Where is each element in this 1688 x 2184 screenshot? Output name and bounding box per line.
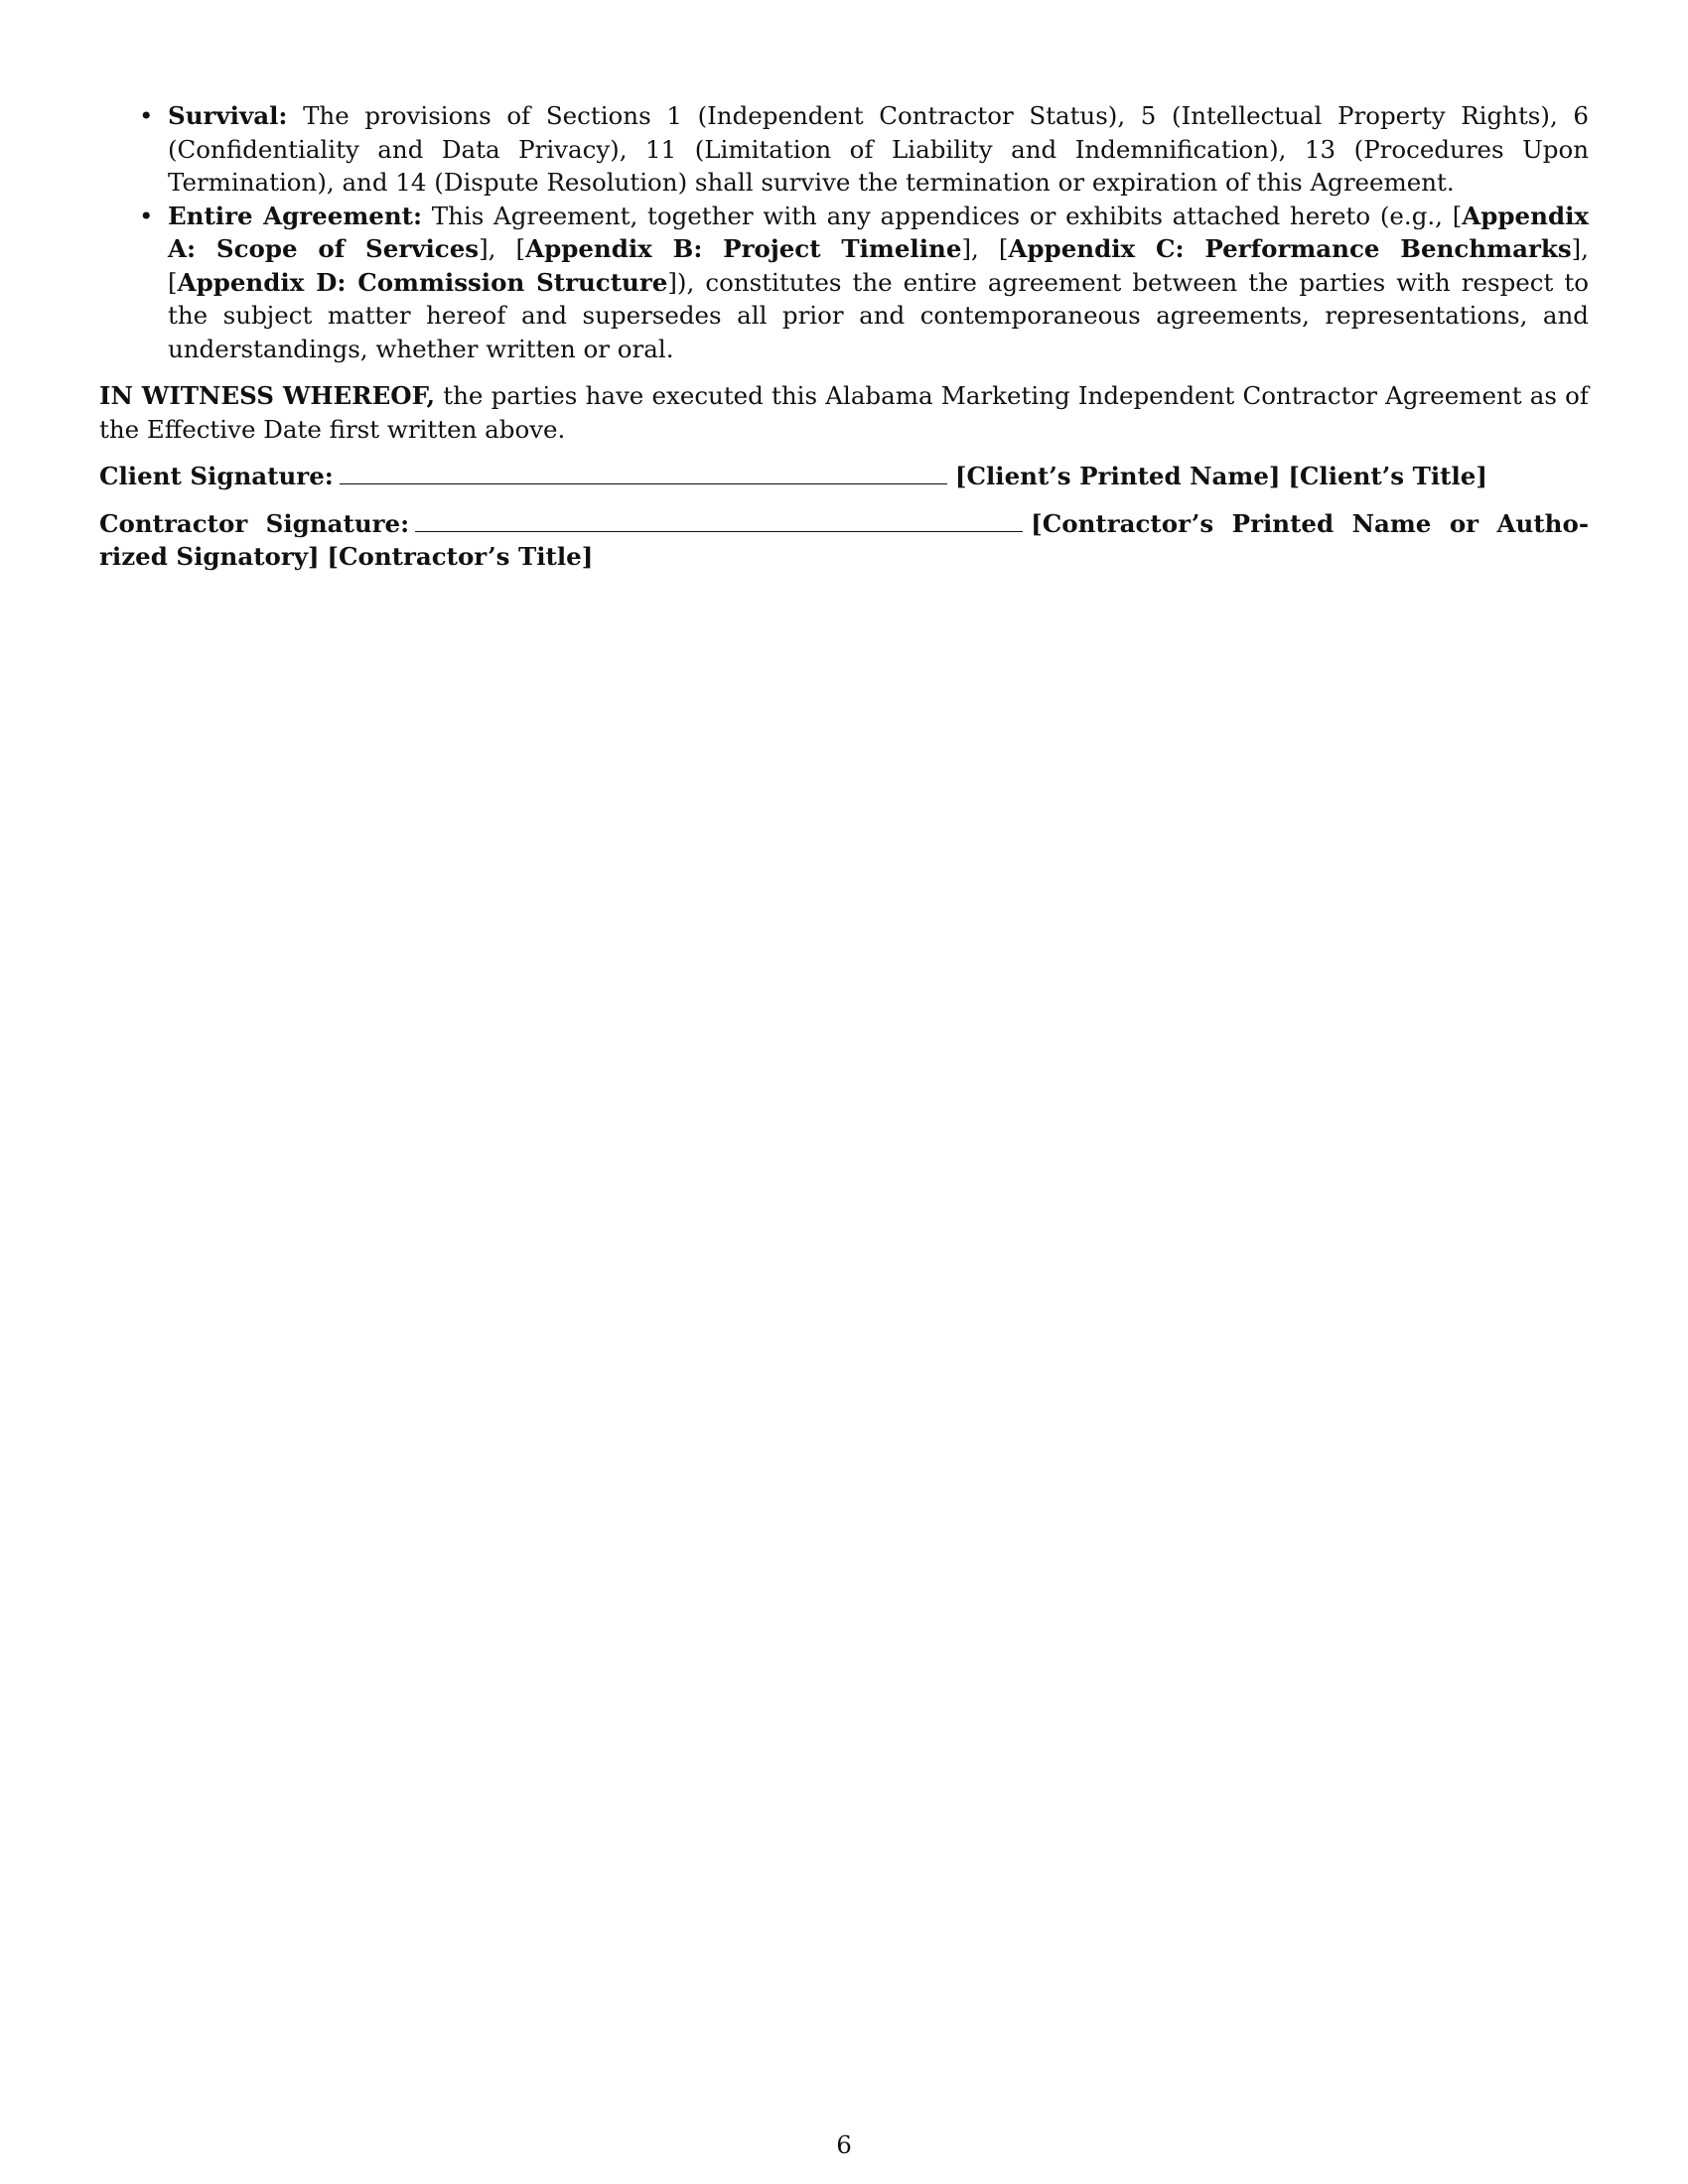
entire-agreement-label: Entire Agreement: (168, 201, 423, 230)
entire-agreement-text-after: ), constitutes the entire agreement between the parties with respect to the subject matter hereof and supersedes all prior and contemporaneous agreements, representations, and understandings, whether written or oral. (168, 267, 1589, 363)
appendix-c-ref: Appendix C: Performance Benchmarks (1008, 234, 1572, 263)
witness-text: the parties have executed this Alabama Marketing Independent Contractor Agreement as of the Effective Date first written above. (99, 381, 1590, 444)
survival-clause (99, 99, 1589, 200)
appendix-b-ref: Appendix B: Project Timeline (525, 234, 962, 263)
contractor-signature-label: Contractor Signature: (99, 508, 410, 538)
contractor-title: [Contractor’s Title] (327, 542, 594, 571)
client-signature-line[interactable] (340, 462, 947, 484)
client-title: [Client’s Title] (1288, 462, 1487, 490)
document-page (99, 99, 1589, 574)
contractor-signature-line[interactable] (415, 509, 1023, 532)
witness-paragraph (99, 379, 1589, 446)
bullet-icon: • (139, 101, 154, 130)
survival-text: The provisions of Sections 1 (Independent Contractor Status), 5 (Intellectual Property Rights), 6 (Confidentiality and Data Privacy), 11 (Limitation of Liability and Indemnification), 13 (Procedures Upon Termination), and 14 (Dispute Resolution) shall survive the termination or expiration of this Agreement. (168, 101, 1589, 197)
client-printed-name: [Client’s Printed Name] (954, 462, 1281, 490)
survival-label: Survival: (168, 101, 288, 130)
entire-agreement-text-before: This Agreement, together with any appendices or exhibits attached hereto (e.g., (431, 201, 1453, 230)
appendix-a-ref: Appendix A: Scope of Services (168, 201, 1589, 263)
witness-label: IN WITNESS WHEREOF, (99, 381, 436, 410)
appendix-d-ref: Appendix D: Commission Structure (177, 267, 668, 297)
client-signature-label: Client Signature: (99, 462, 334, 490)
bullet-icon: • (139, 201, 154, 230)
page-number: 6 (836, 2130, 852, 2159)
client-signature-block (99, 460, 1589, 493)
contractor-signature-block (99, 507, 1589, 574)
clause-list (99, 99, 1589, 365)
entire-agreement-clause: • Entire Agreement: This Agreement, together with any appendices or exhibits attached hereto (e.g., [Appendix A: Scope of Services], [Appendix B: Project Timeline], [Appendix C: Performance Benchmarks], [Appendix D: Commission Structure]), constitutes the entire agreement between the parties with respect to the subject matter hereof and supersedes all prior and contemporaneous agreements, representations, and understandings, whether written or oral. (139, 201, 1589, 363)
contractor-printed-name: [Contractor’s Printed Name or Authorized Signatory] (99, 508, 1589, 571)
